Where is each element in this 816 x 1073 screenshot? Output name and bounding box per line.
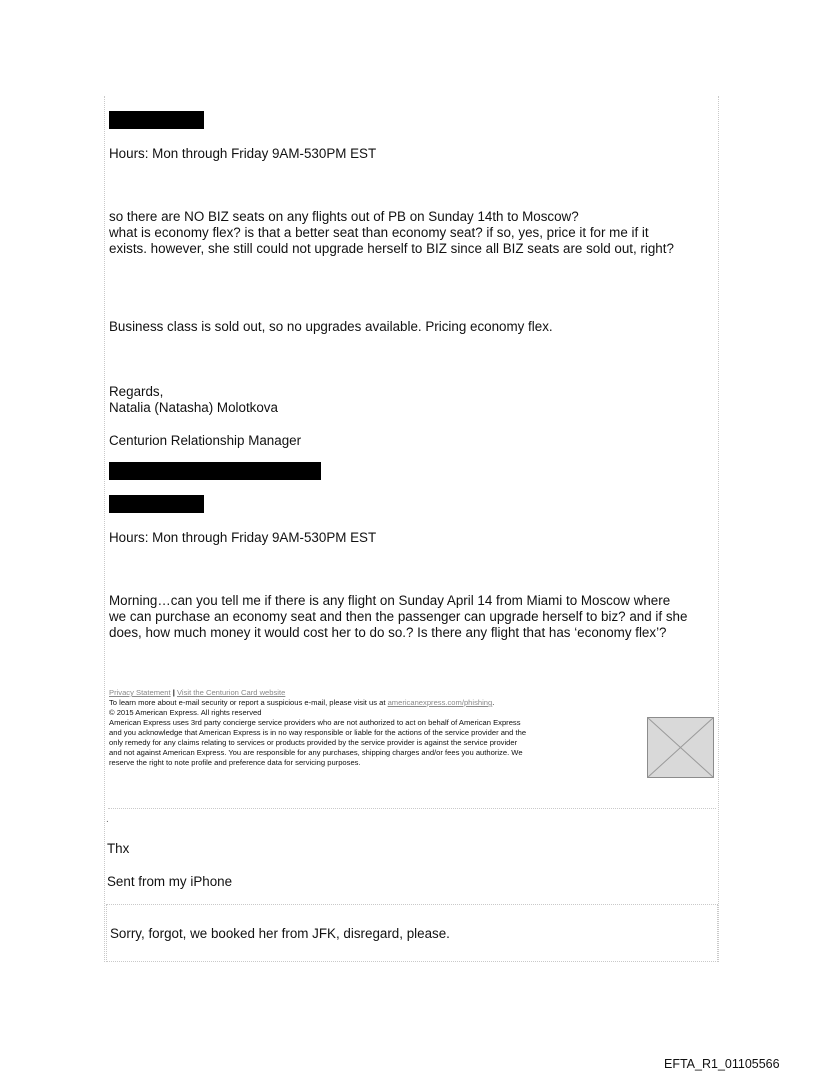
broken-image-placeholder-icon [647, 717, 714, 778]
privacy-statement-link[interactable]: Privacy Statement [109, 688, 171, 697]
footer-copyright: © 2015 American Express. All rights reserved [109, 708, 262, 717]
original-message-line: does, how much money it would cost her to do so.? Is there any flight that has ‘economy flex’? [109, 625, 667, 640]
centurion-website-link[interactable]: Visit the Centurion Card website [176, 688, 286, 697]
signature-regards: Regards, [109, 384, 164, 399]
hours-text: Hours: Mon through Friday 9AM-530PM EST [109, 530, 377, 545]
hours-text: Hours: Mon through Friday 9AM-530PM EST [109, 146, 377, 161]
original-message-line: Morning…can you tell me if there is any flight on Sunday April 14 from Miami to Moscow where [109, 593, 671, 608]
footer-security-line [109, 698, 494, 707]
question-line: so there are NO BIZ seats on any flights out of PB on Sunday 14th to Moscow? [109, 209, 579, 224]
signature-title: Centurion Relationship Manager [109, 433, 302, 448]
footer-security-text: To learn more about e-mail security or report a suspicious e-mail, please visit us at [109, 698, 388, 707]
footer-links [109, 688, 285, 697]
stray-dot: . [106, 814, 109, 825]
footer-disclaimer-line: and you acknowledge that American Express is in no way responsible or liable for the actions of the service provider and the [109, 728, 527, 737]
question-line: what is economy flex? is that a better seat than economy seat? if so, yes, price it for me if it [109, 225, 649, 240]
footer-disclaimer-line: only remedy for any claims relating to services or products provided by the service provider is against the service provider [109, 738, 518, 747]
redaction-block [109, 495, 204, 513]
footer-divider [108, 808, 716, 809]
footer-security-suffix: . [492, 698, 495, 707]
sent-from-text: Sent from my iPhone [107, 874, 233, 889]
footer-disclaimer-line: American Express uses 3rd party concierge service providers who are not authorized to act on behalf of American Express [109, 718, 521, 727]
document-id: EFTA_R1_01105566 [664, 1057, 780, 1071]
question-line: exists. however, she still could not upgrade herself to BIZ since all BIZ seats are sold out, right? [109, 241, 674, 256]
reply-text: Business class is sold out, so no upgrades available. Pricing economy flex. [109, 319, 553, 334]
frame-right-border [718, 96, 719, 962]
footer-disclaimer-line: reserve the right to note profile and preference data for servicing purposes. [109, 758, 361, 767]
footer-separator: | [170, 688, 177, 697]
phishing-link[interactable]: americanexpress.com/phishing [387, 698, 493, 707]
thx-text: Thx [107, 841, 130, 856]
footer-disclaimer-line: and not against American Express. You are responsible for any purchases, shipping charges and/or fees you authorize. We [109, 748, 523, 757]
frame-left-border [104, 96, 105, 962]
redaction-block [109, 462, 321, 480]
signature-name: Natalia (Natasha) Molotkova [109, 400, 278, 415]
last-message-text: Sorry, forgot, we booked her from JFK, disregard, please. [110, 926, 450, 941]
last-message-box [106, 904, 718, 962]
original-message-line: we can purchase an economy seat and then the passenger can upgrade herself to biz? and if she [109, 609, 688, 624]
redaction-block [109, 111, 204, 129]
